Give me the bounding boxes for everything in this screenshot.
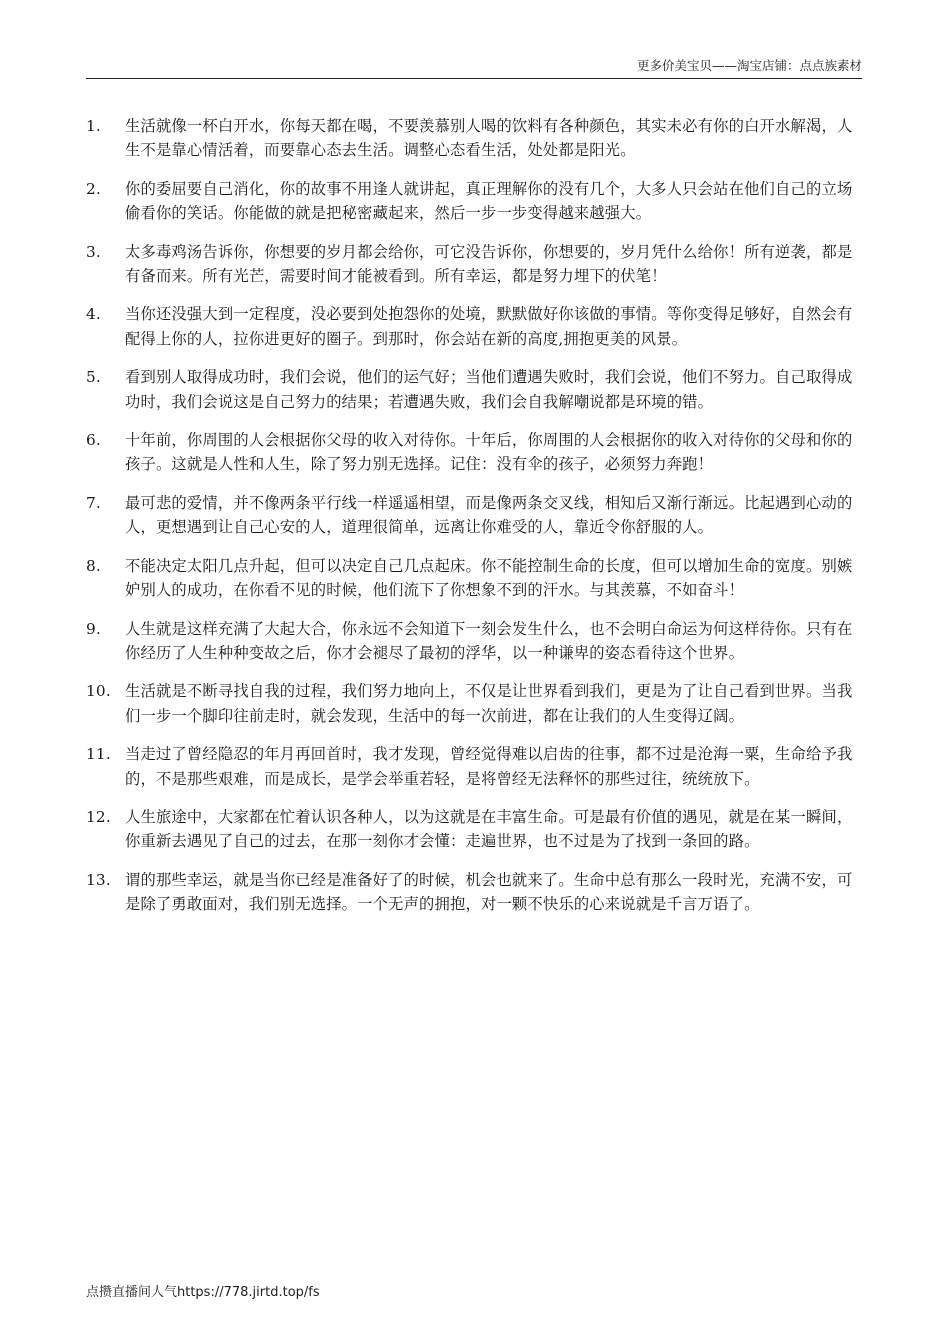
item-number: 5. <box>86 368 101 387</box>
item-text: 谓的那些幸运，就是当你已经是准备好了的时候，机会也就来了。生命中总有那么一段时光，充满不安，可是除了勇敢面对，我们别无选择。一个无声的拥抱，对一颗不快乐的心来说就是千言万语了。 <box>125 870 853 914</box>
item-number: 13. <box>86 870 111 889</box>
list-item <box>86 240 862 289</box>
list-item <box>86 805 862 854</box>
item-text: 十年前，你周围的人会根据你父母的收入对待你。十年后，你周围的人会根据你的收入对待你的父母和你的孩子。这就是人性和人生，除了努力别无选择。记住：没有伞的孩子，必须努力奔跑！ <box>125 431 853 474</box>
list-item <box>86 617 862 666</box>
item-number: 9. <box>86 619 101 638</box>
list-item <box>86 114 862 163</box>
item-number: 6. <box>86 431 101 450</box>
list-item <box>86 177 862 226</box>
list-item <box>86 428 862 477</box>
list-item <box>86 302 862 351</box>
item-text: 当你还没强大到一定程度，没必要到处抱怨你的处境，默默做好你该做的事情。等你变得足够好，自然会有配得上你的人，拉你进更好的圈子。到那时，你会站在新的高度,拥抱更美的风景。 <box>125 305 853 348</box>
item-number: 4. <box>86 305 101 324</box>
item-number: 10. <box>86 682 111 701</box>
item-number: 11. <box>86 745 111 764</box>
item-text: 人生就是这样充满了大起大合，你永远不会知道下一刻会发生什么，也不会明白命运为何这样待你。只有在你经历了人生种种变故之后，你才会褪尽了最初的浮华，以一种谦卑的姿态看待这个世界。 <box>125 619 853 662</box>
item-text: 看到别人取得成功时，我们会说，他们的运气好；当他们遭遇失败时，我们会说，他们不努力。自己取得成功时，我们会说这是自己努力的结果；若遭遇失败，我们会自我解嘲说都是环境的错。 <box>125 368 853 411</box>
list-item <box>86 554 862 603</box>
item-text: 生活就像一杯白开水，你每天都在喝，不要羡慕别人喝的饮料有各种颜色，其实未必有你的白开水解渴，人生不是靠心情活着，而要靠心态去生活。调整心态看生活，处处都是阳光。 <box>125 117 853 160</box>
item-number: 8. <box>86 556 101 575</box>
item-number: 12. <box>86 807 111 826</box>
item-text: 你的委屈要自己消化，你的故事不用逢人就讲起，真正理解你的没有几个，大多人只会站在他们自己的立场偷看你的笑话。你能做的就是把秘密藏起来，然后一步一步变得越来越强大。 <box>125 179 853 223</box>
list-item <box>86 742 862 791</box>
item-number: 1. <box>86 117 101 135</box>
item-number: 7. <box>86 493 101 512</box>
list-item <box>86 365 862 414</box>
page-header <box>86 58 862 79</box>
item-text: 不能决定太阳几点升起，但可以决定自己几点起床。你不能控制生命的长度，但可以增加生命的宽度。别嫉妒别人的成功，在你看不见的时候，他们流下了你想象不到的汗水。与其羡慕，不如奋斗！ <box>125 556 853 600</box>
list-item <box>86 868 862 917</box>
list-item <box>86 491 862 540</box>
item-text: 最可悲的爱情，并不像两条平行线一样遥遥相望，而是像两条交叉线，相知后又渐行渐远。比起遇到心动的人，更想遇到让自己心安的人，道理很简单，远离让你难受的人，靠近令你舒服的人。 <box>125 493 853 537</box>
item-text: 当走过了曾经隐忍的年月再回首时，我才发现，曾经觉得难以启齿的往事，都不过是沧海一粟，生命给予我的，不是那些艰难，而是成长，是学会举重若轻，是将曾经无法释怀的那些过往，统统放下。 <box>125 745 853 788</box>
item-text: 人生旅途中，大家都在忙着认识各种人，以为这就是在丰富生命。可是最有价值的遇见，就是在某一瞬间，你重新去遇见了自己的过去，在那一刻你才会懂：走遍世界，也不过是为了找到一条回的路。 <box>125 807 853 851</box>
list-item <box>86 679 862 728</box>
item-number: 2. <box>86 179 101 198</box>
item-text: 太多毒鸡汤告诉你，你想要的岁月都会给你，可它没告诉你，你想要的，岁月凭什么给你！所有逆袭，都是有备而来。所有光芒，需要时间才能被看到。所有幸运，都是努力埋下的伏笔！ <box>125 242 853 286</box>
header-text: 更多价美宝贝——淘宝店铺：点点族素材 <box>636 58 862 73</box>
item-number: 3. <box>86 242 101 261</box>
page-footer: 点攒直播间人气https://778.jirtd.top/fs <box>86 1285 320 1300</box>
item-text: 生活就是不断寻找自我的过程，我们努力地向上，不仅是让世界看到我们，更是为了让自己看到世界。当我们一步一个脚印往前走时，就会发现，生活中的每一次前进，都在让我们的人生变得辽阔。 <box>125 682 853 725</box>
quote-list <box>86 114 862 931</box>
